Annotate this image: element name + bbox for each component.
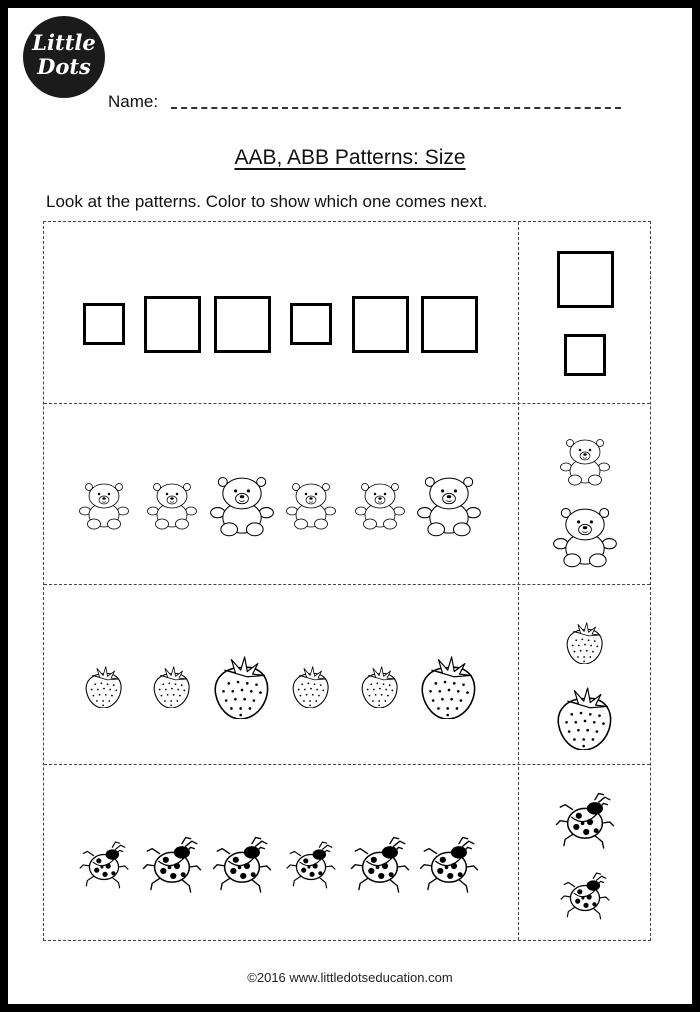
- small-teddy-bear-icon: [355, 480, 405, 530]
- name-blank-line[interactable]: [171, 93, 621, 109]
- big-square: [214, 296, 271, 353]
- small-strawberry-icon: [358, 664, 402, 708]
- big-teddy-bear-icon-choice[interactable]: [553, 504, 617, 568]
- big-square: [421, 296, 478, 353]
- big-square-choice[interactable]: [557, 251, 614, 308]
- big-square: [352, 296, 409, 353]
- big-ladybug-icon: [418, 835, 480, 897]
- row-divider: [44, 584, 650, 585]
- logo-line-2: Dots: [37, 54, 91, 79]
- small-strawberry-icon: [289, 664, 333, 708]
- answer-column-divider: [518, 222, 519, 940]
- small-ladybug-icon: [78, 840, 130, 892]
- worksheet-title: AAB, ABB Patterns: Size: [234, 146, 466, 169]
- instructions: Look at the patterns. Color to show which one comes next.: [46, 192, 488, 211]
- small-strawberry-icon: [82, 664, 126, 708]
- small-square: [83, 303, 125, 345]
- worksheet: [8, 8, 692, 1004]
- name-row: [108, 92, 621, 112]
- big-strawberry-icon: [416, 653, 482, 719]
- small-teddy-bear-icon: [79, 480, 129, 530]
- small-strawberry-icon-choice[interactable]: [563, 620, 607, 664]
- little-dots-logo: [23, 16, 105, 98]
- big-ladybug-icon-choice[interactable]: [554, 791, 616, 853]
- copyright-footer: ©2016 www.littledotseducation.com: [247, 970, 453, 985]
- logo-line-1: Little: [32, 30, 96, 55]
- big-teddy-bear-icon: [210, 473, 274, 537]
- big-strawberry-icon: [209, 653, 275, 719]
- big-strawberry-icon-choice[interactable]: [552, 684, 618, 750]
- row-divider: [44, 403, 650, 404]
- big-ladybug-icon: [141, 835, 203, 897]
- pattern-grid: [43, 221, 651, 941]
- row-divider: [44, 764, 650, 765]
- small-teddy-bear-icon: [286, 480, 336, 530]
- small-ladybug-icon: [285, 840, 337, 892]
- small-teddy-bear-icon-choice[interactable]: [560, 436, 610, 486]
- small-square-choice[interactable]: [564, 334, 606, 376]
- small-strawberry-icon: [150, 664, 194, 708]
- big-ladybug-icon: [349, 835, 411, 897]
- small-ladybug-icon-choice[interactable]: [559, 871, 611, 923]
- name-label: Name:: [108, 92, 159, 111]
- small-teddy-bear-icon: [147, 480, 197, 530]
- small-square: [290, 303, 332, 345]
- big-square: [144, 296, 201, 353]
- big-ladybug-icon: [211, 835, 273, 897]
- big-teddy-bear-icon: [417, 473, 481, 537]
